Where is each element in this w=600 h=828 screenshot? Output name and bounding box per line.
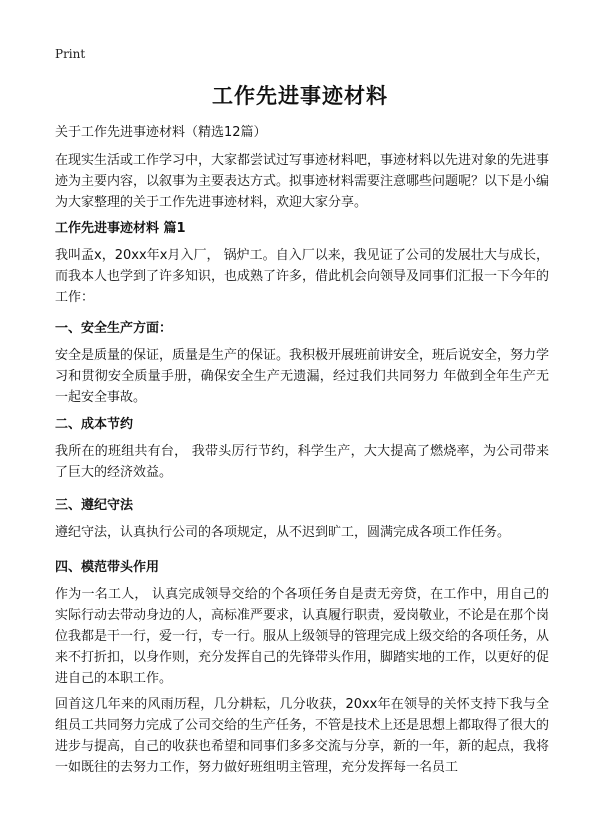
section-heading-discipline: 三、遵纪守法 bbox=[55, 498, 134, 513]
article-intro-paragraph: 我叫孟x，20xx年x月入厂， 锅炉工。自入厂以来，我见证了公司的发展壮大与成长，而我本人也学到了许多知识，也成熟了许多，借此机会向领导及同事们汇报一下今年的工作： bbox=[55, 248, 550, 305]
document-subtitle: 关于工作先进事迹材料（精选12篇） bbox=[55, 125, 267, 140]
section-body-model: 作为一名工人， 认真完成领导交给的个各项任务自是责无旁贷，在工作中，用自己的实际行动去带动身边的人，高标准严要求，认真履行职责，爱岗敬业，不论是在那个岗位我都是干一行，爱一行，专一行。服从上级领导的管理完成上级交给的各项任务，从来不打折扣，以身作则，充分发挥自己的先锋带头作用，脚踏实地的工作，以更好的促进自己的本职工作。 bbox=[55, 587, 550, 686]
section-body-discipline: 遵纪守法，认真执行公司的各项规定，从不迟到旷工，圆满完成各项工作任务。 bbox=[55, 525, 511, 540]
section-heading-cost: 二、成本节约 bbox=[55, 417, 134, 432]
closing-paragraph: 回首这几年来的风雨历程，几分耕耘，几分收获，20xx年在领导的关怀支持下我与全组员工共同努力完成了公司交给的生产任务，不管是技术上还是思想上都取得了很大的进步与提高，自己的收获也希望和同事们多多交流与分享，新的一年，新的起点，我将一如既往的去努力工作，努力做好班组明主管理，充分发挥每一名员工 bbox=[55, 697, 550, 775]
section-heading-safety: 一、安全生产方面： bbox=[55, 321, 173, 336]
section-heading-model: 四、模范带头作用 bbox=[55, 560, 160, 575]
section-body-cost: 我所在的班组共有台， 我带头厉行节约，科学生产，大大提高了燃烧率，为公司带来了巨大的经济效益。 bbox=[55, 444, 549, 480]
print-label[interactable]: Print bbox=[55, 47, 86, 61]
section-body-safety: 安全是质量的保证，质量是生产的保证。我积极开展班前讲安全，班后说安全，努力学习和贯彻安全质量手册，确保安全生产无遗漏，经过我们共同努力 年做到全年生产无一起安全事故。 bbox=[55, 348, 550, 405]
article-heading: 工作先进事迹材料 篇1 bbox=[55, 221, 186, 236]
intro-paragraph: 在现实生活或工作学习中，大家都尝试过写事迹材料吧，事迹材料以先进对象的先进事迹为主要内容，以叙事为主要表达方式。拟事迹材料需要注意哪些问题呢？以下是小编为大家整理的关于工作先进事迹材料，欢迎大家分享。 bbox=[55, 153, 550, 210]
document-title: 工作先进事迹材料 bbox=[212, 84, 388, 108]
